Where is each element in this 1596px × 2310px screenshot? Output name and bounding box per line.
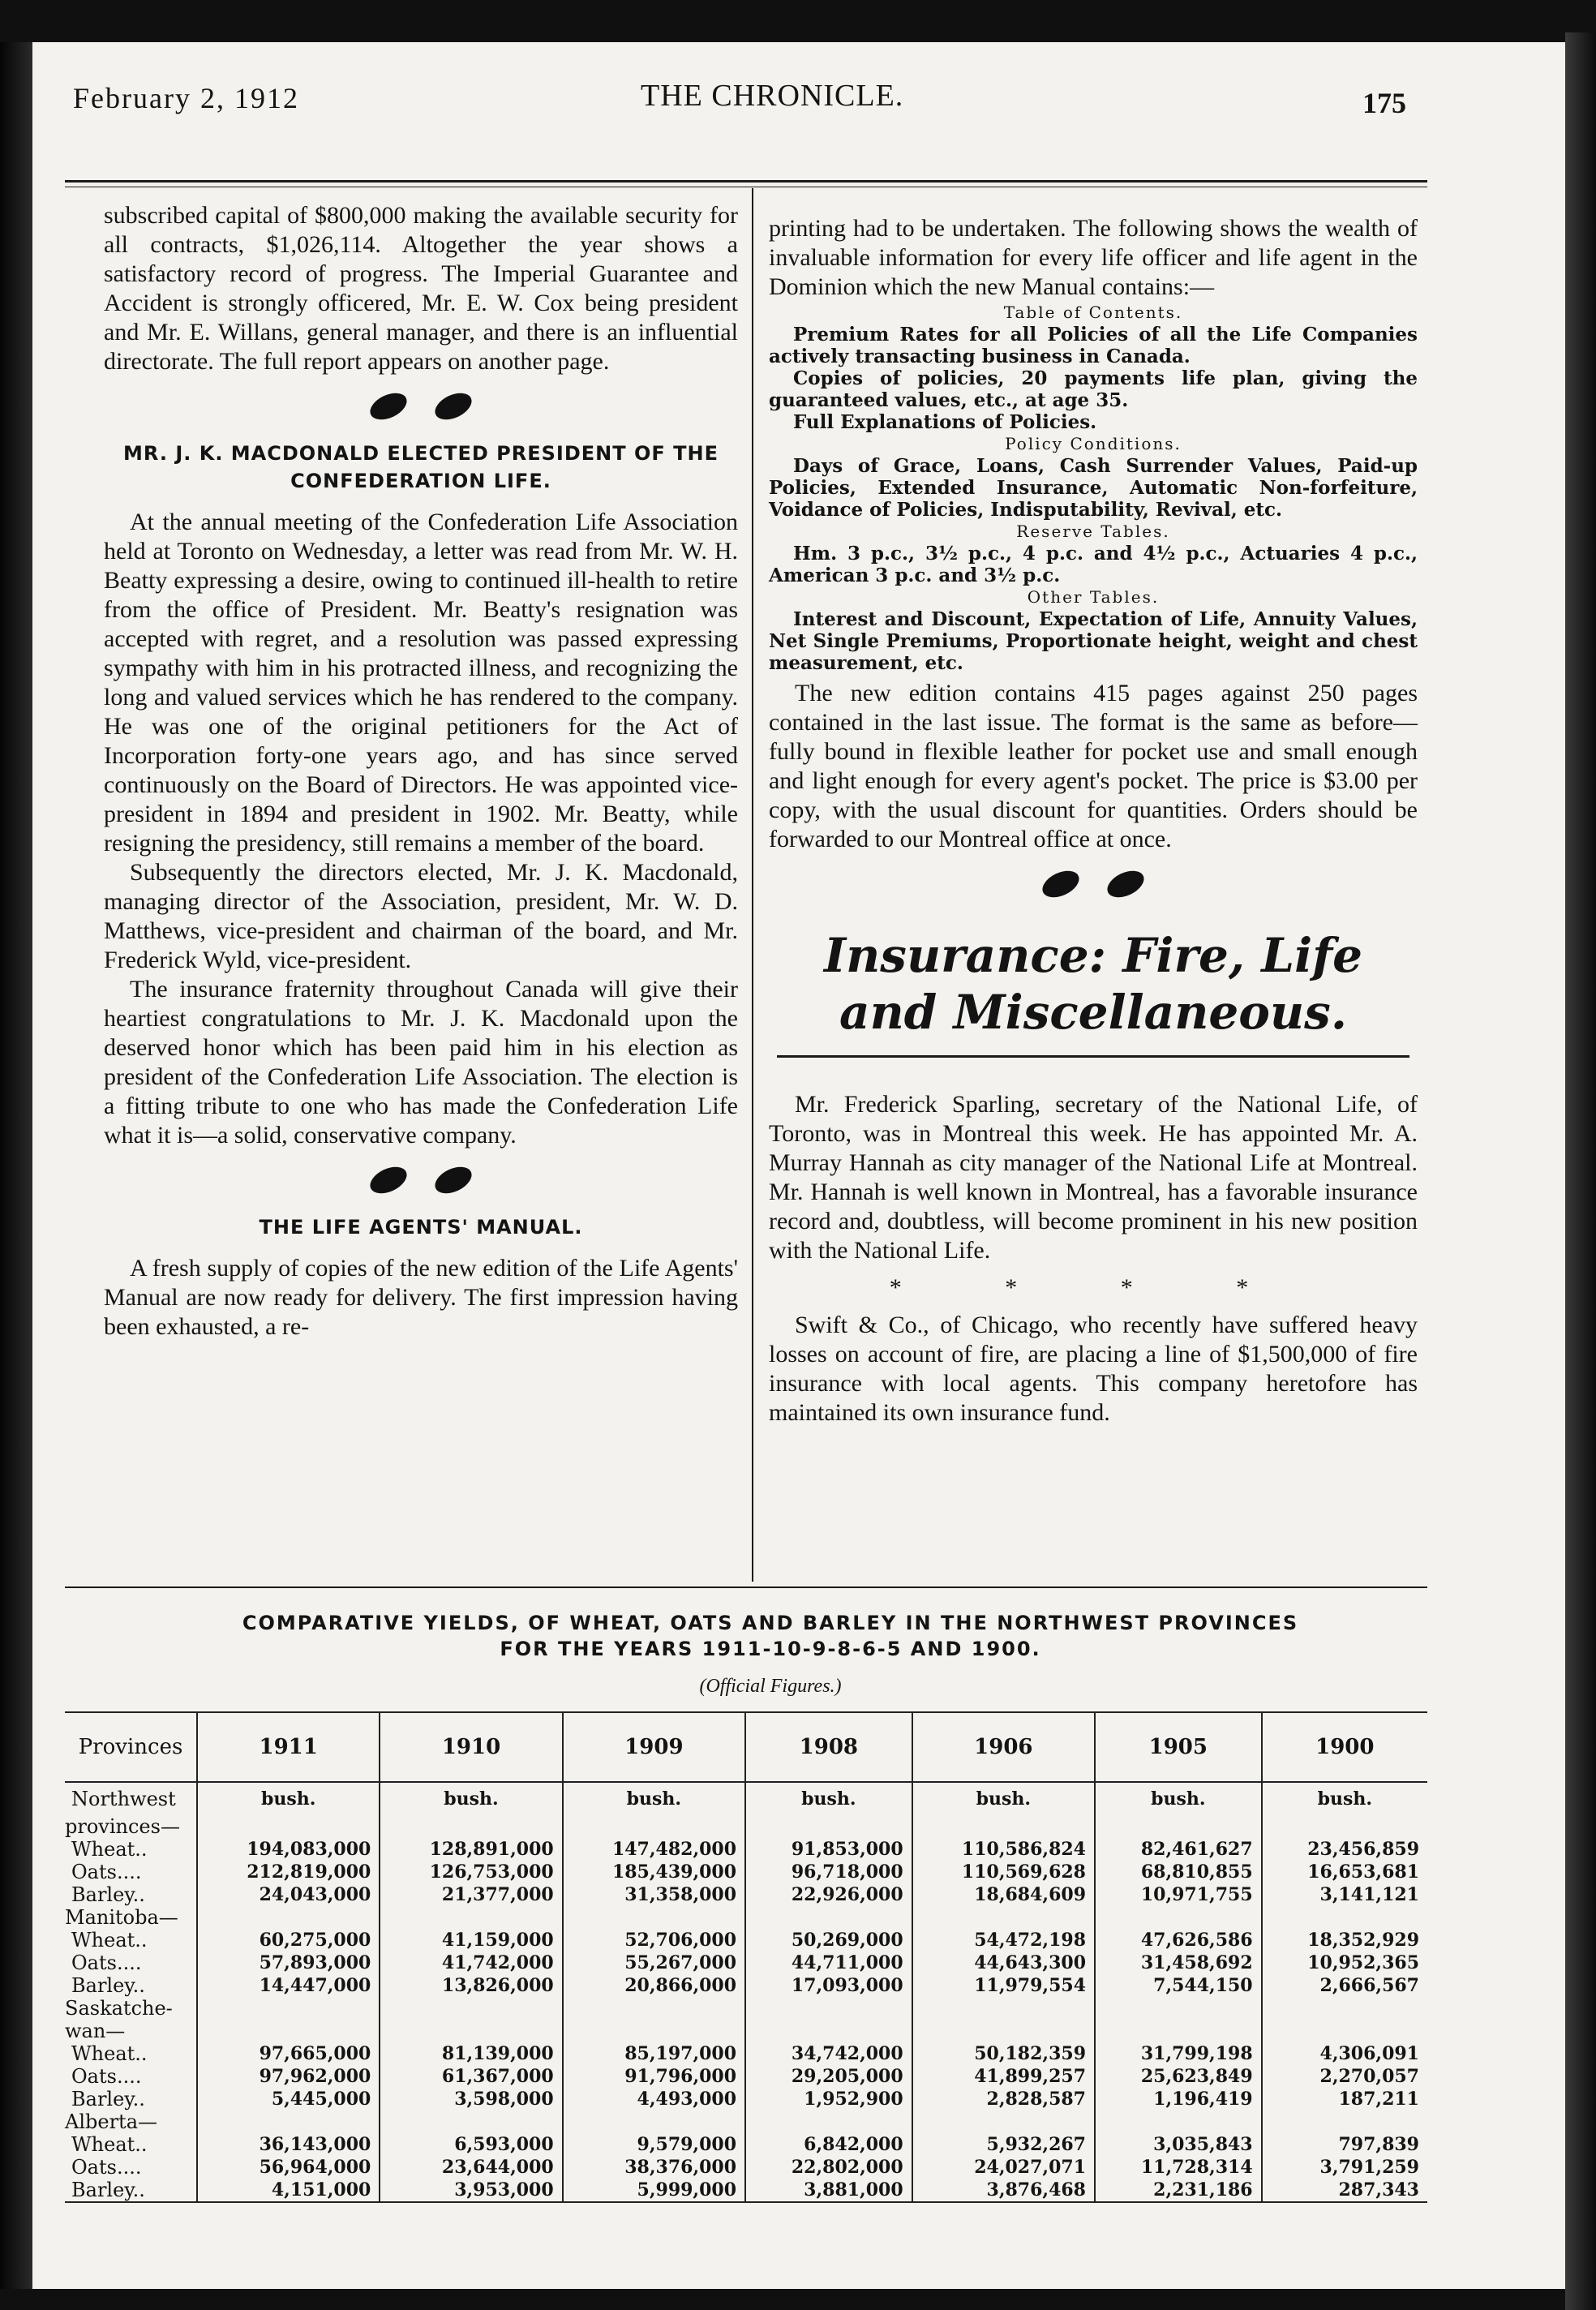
- table-cell: 10,952,365: [1262, 1951, 1427, 1974]
- table-cell: [1095, 2020, 1262, 2042]
- table-cell: 41,742,000: [380, 1951, 562, 1974]
- table-cell: [197, 2020, 380, 2042]
- table-cell: 91,853,000: [745, 1838, 912, 1861]
- table-cell: 44,711,000: [745, 1951, 912, 1974]
- table-cell: [197, 2110, 380, 2133]
- swift-paragraph: Swift & Co., of Chicago, who recently have suffered heavy losses on account of fire, are placing a line of $1,500,000 of fire insurance with local agents. This company heretofore has maintained its own insurance fund.: [769, 1312, 1418, 1426]
- macdonald-paragraph-3: The insurance fraternity throughout Canada will give their heartiest congratulations to Mr. J. K. Macdonald upon the deserved honor which has been paid him in his election as president of the Confederation Life Association. The election is a fitting tribute to one who has made the Confederation Life what it is—a solid, conservative company.: [104, 976, 738, 1149]
- table-cell: [912, 1906, 1095, 1929]
- table-row: [65, 1906, 1427, 1929]
- table-cell: 21,377,000: [380, 1883, 562, 1906]
- row-label: Barley..: [71, 1974, 145, 1997]
- table-cell: 82,461,627: [1095, 1838, 1262, 1861]
- table-cell: 2,666,567: [1262, 1974, 1427, 1997]
- row-label: Oats....: [71, 2065, 142, 2088]
- table-cell: 17,093,000: [745, 1974, 912, 1997]
- table-cell: 4,151,000: [197, 2179, 380, 2202]
- other-tables-item: Interest and Discount, Expectation of Life, Annuity Values, Net Single Premiums, Proportionate height, weight and chest measurement, etc.: [769, 608, 1418, 674]
- table-cell: [380, 1815, 562, 1838]
- table-cell: [563, 1997, 745, 2020]
- table-cell: [912, 2020, 1095, 2042]
- page-edge-shadow: [1565, 32, 1596, 2310]
- section-rule: [777, 1055, 1409, 1058]
- table-cell: 3,141,121: [1262, 1883, 1427, 1906]
- table-cell: 126,753,000: [380, 1861, 562, 1883]
- table-cell: 185,439,000: [563, 1861, 745, 1883]
- ornament: [769, 865, 1418, 906]
- table-cell: 6,842,000: [745, 2133, 912, 2156]
- table-cell: 24,027,071: [912, 2156, 1095, 2179]
- row-label: Saskatche-: [65, 1997, 173, 2020]
- table-cell: [197, 1815, 380, 1838]
- row-label: wan—: [65, 2020, 126, 2042]
- table-cell: 23,644,000: [380, 2156, 562, 2179]
- table-row: [65, 1815, 1427, 1838]
- toc-item: Premium Rates for all Policies of all the Life Companies actively transacting business in Canada.: [769, 324, 1418, 367]
- row-label: Wheat..: [71, 1838, 148, 1861]
- table-cell: 24,043,000: [197, 1883, 380, 1906]
- table-title-line-2: FOR THE YEARS 1911-10-9-8-6-5 AND 1900.: [500, 1638, 1041, 1660]
- column-header: 1909: [563, 1712, 745, 1782]
- row-label: Barley..: [65, 2179, 197, 2202]
- table-cell: 18,352,929: [1262, 1929, 1427, 1951]
- table-cell: 11,728,314: [1095, 2156, 1262, 2179]
- table-cell: 194,083,000: [197, 1838, 380, 1861]
- row-label: Barley..: [71, 1883, 145, 1906]
- row-label: Wheat..: [71, 2133, 148, 2156]
- table-row: [65, 2133, 1427, 2156]
- table-header-row: [65, 1712, 1427, 1782]
- table-cell: [1262, 2020, 1427, 2042]
- table-row: [65, 1929, 1427, 1951]
- ornament-leaf-icon: [1028, 865, 1158, 903]
- table-cell: 57,893,000: [197, 1951, 380, 1974]
- table-row: [65, 1997, 1427, 2020]
- row-label: Wheat..: [71, 2042, 148, 2065]
- table-cell: 3,881,000: [745, 2179, 912, 2202]
- table-cell: [563, 1906, 745, 1929]
- table-cell: [563, 2020, 745, 2042]
- table-cell: 5,445,000: [197, 2088, 380, 2110]
- other-tables-heading: Other Tables.: [1027, 587, 1160, 607]
- table-cell: 5,999,000: [563, 2179, 745, 2202]
- table-subtitle: (Official Figures.): [699, 1676, 842, 1697]
- manual-contents-list: [769, 302, 1418, 674]
- table-cell: 797,839: [1262, 2133, 1427, 2156]
- manual-paragraph: A fresh supply of copies of the new edition of the Life Agents' Manual are now ready for delivery. The first impression having been exhausted, a re-: [104, 1255, 738, 1340]
- table-cell: 29,205,000: [745, 2065, 912, 2088]
- conditions-item: Days of Grace, Loans, Cash Surrender Values, Paid-up Policies, Extended Insurance, Automatic Non-forfeiture, Voidance of Policies, Indisputability, Revival, etc.: [769, 455, 1418, 521]
- table-cell: 4,493,000: [563, 2088, 745, 2110]
- table-cell: 31,358,000: [563, 1883, 745, 1906]
- table-cell: 110,586,824: [912, 1838, 1095, 1861]
- table-cell: [745, 1906, 912, 1929]
- table-row: [65, 2042, 1427, 2065]
- table-cell: [1095, 1906, 1262, 1929]
- column-header: 1908: [745, 1712, 912, 1782]
- table-row: [65, 2110, 1427, 2133]
- table-cell: 68,810,855: [1095, 1861, 1262, 1883]
- unit-cell: bush.: [563, 1782, 745, 1815]
- table-cell: 1,952,900: [745, 2088, 912, 2110]
- table-row: [65, 2156, 1427, 2179]
- table-cell: 187,211: [1262, 2088, 1427, 2110]
- table-row: [65, 2020, 1427, 2042]
- table-cell: [380, 2110, 562, 2133]
- table-cell: [1095, 2110, 1262, 2133]
- table-cell: 60,275,000: [197, 1929, 380, 1951]
- table-cell: [380, 2020, 562, 2042]
- table-cell: 50,269,000: [745, 1929, 912, 1951]
- table-cell: [912, 1815, 1095, 1838]
- table-cell: 3,035,843: [1095, 2133, 1262, 2156]
- table-row: [65, 2065, 1427, 2088]
- table-cell: 91,796,000: [563, 2065, 745, 2088]
- ornament: [104, 388, 738, 428]
- table-cell: 41,159,000: [380, 1929, 562, 1951]
- table-cell: [1262, 1997, 1427, 2020]
- table-cell: 212,819,000: [197, 1861, 380, 1883]
- column-divider: [752, 188, 753, 1582]
- table-cell: 3,953,000: [380, 2179, 562, 2202]
- table-cell: 3,791,259: [1262, 2156, 1427, 2179]
- table-cell: 3,876,468: [912, 2179, 1095, 2202]
- table-cell: 5,932,267: [912, 2133, 1095, 2156]
- table-cell: 23,456,859: [1262, 1838, 1427, 1861]
- unit-cell: bush.: [197, 1782, 380, 1815]
- table-cell: 50,182,359: [912, 2042, 1095, 2065]
- row-label: Alberta—: [65, 2110, 157, 2133]
- table-cell: 22,802,000: [745, 2156, 912, 2179]
- table-cell: 16,653,681: [1262, 1861, 1427, 1883]
- table-cell: 110,569,628: [912, 1861, 1095, 1883]
- row-label: Wheat..: [71, 1929, 148, 1951]
- table-cell: 36,143,000: [197, 2133, 380, 2156]
- header-rule: [65, 180, 1427, 182]
- ornament-leaf-icon: [356, 1161, 486, 1199]
- table-cell: [745, 1815, 912, 1838]
- table-top-rule: [65, 1587, 1427, 1588]
- table-row: [65, 1883, 1427, 1906]
- column-header: 1905: [1095, 1712, 1262, 1782]
- row-label: Manitoba—: [65, 1906, 178, 1929]
- column-header: Provinces: [65, 1712, 197, 1782]
- ornament-leaf-icon: [356, 388, 486, 425]
- table-cell: 38,376,000: [563, 2156, 745, 2179]
- macdonald-paragraph-2: Subsequently the directors elected, Mr. J. K. Macdonald, managing director of the Association, president, Mr. W. D. Matthews, vice-president and chairman of the board, and Mr. Frederick Wyld, vice-president.: [104, 859, 738, 973]
- table-title: [73, 1610, 1468, 1662]
- table-cell: 13,826,000: [380, 1974, 562, 1997]
- table-cell: 287,343: [1262, 2179, 1427, 2202]
- table-cell: 6,593,000: [380, 2133, 562, 2156]
- table-cell: [1095, 1997, 1262, 2020]
- table-body: [65, 1782, 1427, 2202]
- toc-heading: Table of Contents.: [1003, 303, 1183, 322]
- table-cell: 85,197,000: [563, 2042, 745, 2065]
- row-label: provinces—: [65, 1815, 180, 1838]
- table-cell: 2,270,057: [1262, 2065, 1427, 2088]
- table-cell: 34,742,000: [745, 2042, 912, 2065]
- table-cell: [912, 2110, 1095, 2133]
- unit-cell: bush.: [745, 1782, 912, 1815]
- table-cell: [197, 1906, 380, 1929]
- table-row: [65, 1838, 1427, 1861]
- table-cell: [912, 1997, 1095, 2020]
- table-cell: [563, 1815, 745, 1838]
- toc-item: Full Explanations of Policies.: [793, 411, 1097, 433]
- table-cell: 44,643,300: [912, 1951, 1095, 1974]
- headline-agents-manual: THE LIFE AGENTS' MANUAL.: [259, 1216, 583, 1239]
- table-cell: 31,458,692: [1095, 1951, 1262, 1974]
- table-cell: 55,267,000: [563, 1951, 745, 1974]
- table-cell: [745, 2020, 912, 2042]
- right-column: [769, 214, 1418, 1428]
- table-cell: [563, 2110, 745, 2133]
- toc-item: Copies of policies, 20 payments life plan, giving the guaranteed values, etc., at age 35.: [769, 367, 1418, 411]
- table-cell: 2,231,186: [1095, 2179, 1262, 2202]
- table-cell: [1262, 1906, 1427, 1929]
- table-cell: [745, 1997, 912, 2020]
- table-cell: 147,482,000: [563, 1838, 745, 1861]
- table-cell: [380, 1997, 562, 2020]
- table-title-line-1: COMPARATIVE YIELDS, OF WHEAT, OATS AND BARLEY IN THE NORTHWEST PROVINCES: [242, 1612, 1299, 1634]
- macdonald-paragraph-1: At the annual meeting of the Confederation Life Association held at Toronto on Wednesday, a letter was read from Mr. W. H. Beatty expressing a desire, owing to continued ill-health to retire from the office of President. Mr. Beatty's resignation was accepted with regret, and a resolution was passed expressing sympathy with him in his protracted illness, and recognizing the long and valued services which he has rendered to the company. He was one of the original petitioners for the Act of Incorporation forty-one years ago, and has since served continuously on the Board of Directors. He was appointed vice-president in 1894 and president in 1902. Mr. Beatty, while resigning the presidency, still remains a member of the board.: [104, 509, 738, 857]
- section-title: Insurance: Fire, Life and Miscellaneous.: [824, 928, 1362, 1040]
- table-cell: 4,306,091: [1262, 2042, 1427, 2065]
- column-header: 1911: [197, 1712, 380, 1782]
- conditions-heading: Policy Conditions.: [1005, 434, 1182, 453]
- table-cell: 52,706,000: [563, 1929, 745, 1951]
- reserve-heading: Reserve Tables.: [1016, 522, 1170, 541]
- headline-macdonald: MR. J. K. MACDONALD ELECTED PRESIDENT OF THE CONFEDERATION LIFE.: [123, 442, 719, 492]
- page-number: 175: [1362, 87, 1406, 119]
- table-cell: 96,718,000: [745, 1861, 912, 1883]
- left-column: [104, 201, 738, 1342]
- sparling-paragraph: Mr. Frederick Sparling, secretary of the National Life, of Toronto, was in Montreal this week. He has appointed Mr. A. Murray Hannah as city manager of the National Life at Montreal. Mr. Hannah is well known in Montreal, has a favorable insurance record and, doubtless, will become prominent in his new position with the National Life.: [769, 1091, 1418, 1264]
- unit-cell: bush.: [380, 1782, 562, 1815]
- table-cell: 7,544,150: [1095, 1974, 1262, 1997]
- table-cell: [197, 1997, 380, 2020]
- unit-row: [65, 1782, 1427, 1815]
- book-spine-shadow: [0, 42, 32, 2289]
- table-cell: 11,979,554: [912, 1974, 1095, 1997]
- row-label: Oats....: [71, 1861, 142, 1883]
- unit-cell: bush.: [1262, 1782, 1427, 1815]
- unit-cell: bush.: [1095, 1782, 1262, 1815]
- publication-title: THE CHRONICLE.: [641, 79, 904, 113]
- table-cell: 22,926,000: [745, 1883, 912, 1906]
- table-row: [65, 1951, 1427, 1974]
- table-row: [65, 2179, 1427, 2202]
- table-cell: 9,579,000: [563, 2133, 745, 2156]
- reprint-paragraph: printing had to be undertaken. The following shows the wealth of invaluable information for every life officer and life agent in the Dominion which the new Manual contains:—: [769, 215, 1418, 300]
- table-cell: 14,447,000: [197, 1974, 380, 1997]
- table-cell: 18,684,609: [912, 1883, 1095, 1906]
- table-cell: 3,598,000: [380, 2088, 562, 2110]
- issue-date: February 2, 1912: [73, 82, 299, 114]
- unit-cell: bush.: [912, 1782, 1095, 1815]
- row-label: Oats....: [71, 1951, 142, 1974]
- table-cell: 10,971,755: [1095, 1883, 1262, 1906]
- column-header: 1910: [380, 1712, 562, 1782]
- left-intro-text: subscribed capital of $800,000 making the available security for all contracts, $1,026,114. Altogether the year shows a satisfactory record of progress. The Imperial Guarantee and Accident is strongly officered, Mr. E. W. Cox being president and Mr. E. Willans, general manager, and there is an influential directorate. The full report appears on another page.: [104, 202, 738, 375]
- table-cell: 31,799,198: [1095, 2042, 1262, 2065]
- table-cell: 128,891,000: [380, 1838, 562, 1861]
- table-cell: 2,828,587: [912, 2088, 1095, 2110]
- reserve-item: Hm. 3 p.c., 3½ p.c., 4 p.c. and 4½ p.c., Actuaries 4 p.c., American 3 p.c. and 3½ p.c.: [769, 543, 1418, 586]
- row-label: Northwest: [71, 1788, 176, 1810]
- section-stars: * * * *: [889, 1274, 1298, 1301]
- table-cell: 54,472,198: [912, 1929, 1095, 1951]
- row-label: Oats....: [71, 2156, 142, 2179]
- table-cell: 97,665,000: [197, 2042, 380, 2065]
- column-header: 1900: [1262, 1712, 1427, 1782]
- ornament: [104, 1161, 738, 1202]
- table-cell: 41,899,257: [912, 2065, 1095, 2088]
- table-cell: 25,623,849: [1095, 2065, 1262, 2088]
- table-row: [65, 1861, 1427, 1883]
- table-cell: [1095, 1815, 1262, 1838]
- table-cell: 1,196,419: [1095, 2088, 1262, 2110]
- table-cell: 61,367,000: [380, 2065, 562, 2088]
- table-cell: [1262, 1815, 1427, 1838]
- row-label: Barley..: [71, 2088, 145, 2110]
- table-cell: 81,139,000: [380, 2042, 562, 2065]
- table-cell: [745, 2110, 912, 2133]
- column-header: 1906: [912, 1712, 1095, 1782]
- table-cell: [1262, 2110, 1427, 2133]
- table-cell: 20,866,000: [563, 1974, 745, 1997]
- table-cell: 56,964,000: [197, 2156, 380, 2179]
- table-row: [65, 1974, 1427, 1997]
- table-cell: 47,626,586: [1095, 1929, 1262, 1951]
- table-row: [65, 2088, 1427, 2110]
- edition-paragraph: The new edition contains 415 pages against 250 pages contained in the last issue. The format is the same as before—fully bound in flexible leather for pocket use and small enough and light enough for every agent's pocket. The price is $3.00 per copy, with the usual discount for quantities. Orders should be forwarded to our Montreal office at once.: [769, 680, 1418, 852]
- yields-table: [65, 1711, 1427, 2203]
- table-cell: [380, 1906, 562, 1929]
- table-cell: 97,962,000: [197, 2065, 380, 2088]
